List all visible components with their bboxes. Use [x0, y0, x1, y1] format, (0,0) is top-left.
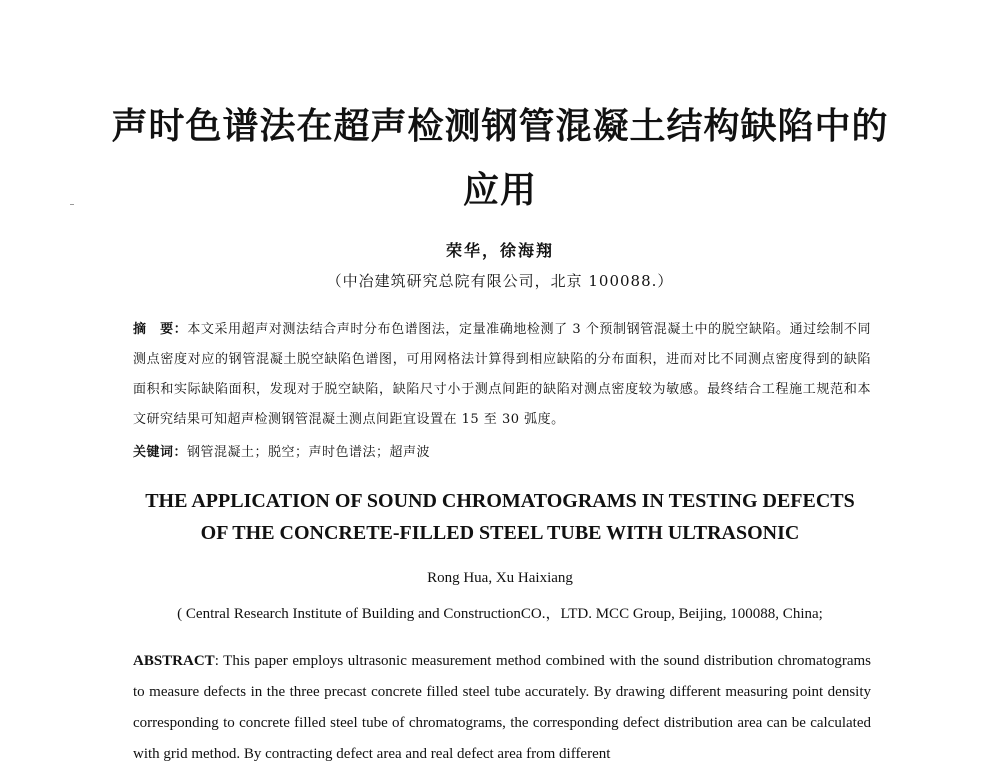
- chinese-keywords-label: 关键词：: [133, 445, 188, 460]
- chinese-affiliation: （中冶建筑研究总院有限公司，北京 100088.）: [326, 272, 674, 290]
- chinese-abstract-text: 本文采用超声对测法结合声时分布色谱图法，定量准确地检测了 3 个预制钢管混凝土中的脱空缺陷。通过绘制不同测点密度对应的钢管混凝土脱空缺陷色谱图，可用网格法计算得到相应缺陷的分布面积，进而对比不同测点密度得到的缺陷面积和实际缺陷面积，发现对于脱空缺陷，缺陷尺寸小于测点间距的缺陷对测点密度较为敏感。最终结合工程施工规范和本文研究结果可知超声检测钢管混凝土测点间距宜设置在 15 至 30 弧度。: [133, 322, 871, 427]
- chinese-authors: 荣华，徐海翔: [445, 241, 554, 260]
- english-title-line-1: THE APPLICATION OF SOUND CHROMATOGRAMS IN TESTING DEFECTS: [145, 490, 855, 512]
- chinese-abstract: [133, 315, 871, 435]
- english-title-line-2: OF THE CONCRETE-FILLED STEEL TUBE WITH ULTRASONIC: [200, 522, 800, 544]
- chinese-keywords-text: 钢管混凝土；脱空；声时色谱法；超声波: [187, 445, 431, 460]
- chinese-keywords: [133, 440, 871, 466]
- chinese-title-line-1: 声时色谱法在超声检测钢管混凝土结构缺陷中的: [111, 106, 889, 147]
- chinese-title-line-2: 应用: [462, 170, 537, 211]
- english-abstract: [133, 646, 871, 770]
- english-abstract-label: ABSTRACT: [133, 653, 215, 669]
- english-authors: Rong Hua, Xu Haixiang: [427, 570, 573, 586]
- english-affiliation: ( Central Research Institute of Building and ConstructionCO.，LTD. MCC Group, Beijing, 100088, China;: [177, 606, 823, 622]
- chinese-abstract-label: 摘 要：: [133, 322, 188, 337]
- english-abstract-text: : This paper employs ultrasonic measurement method combined with the sound distribution chromatograms to measure defects in the three precast concrete filled steel tube accurately. By drawing different measuring point density corresponding to concrete filled steel tube of chromatograms, the corresponding defect distribution area can be calculated with grid method. By contracting defect area and real defect area from different: [133, 653, 871, 762]
